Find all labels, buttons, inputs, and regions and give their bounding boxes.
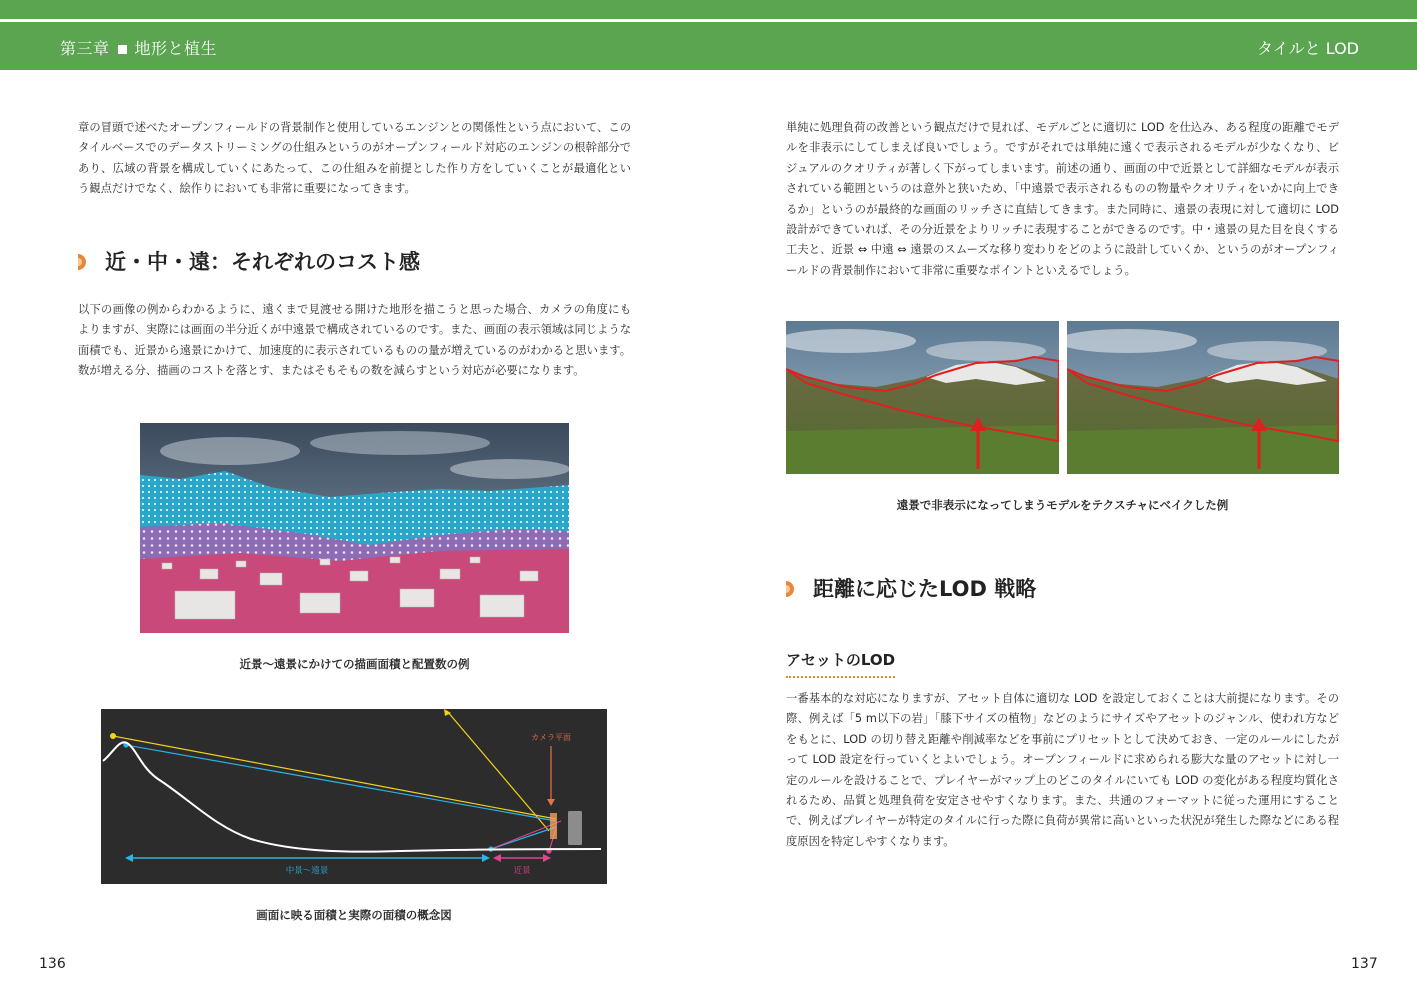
far-point-marker <box>110 733 116 739</box>
camera-icon <box>568 811 582 845</box>
figure2-caption: 画面に映る面積と実際の面積の概念図 <box>256 908 452 922</box>
near-label: 近景 <box>513 866 531 876</box>
right-heading-text: 距離に応じたLOD 戦略 <box>813 577 1037 601</box>
chapter-number: 第三章 <box>60 39 110 58</box>
terrain-density-image <box>140 423 569 633</box>
left-intro-paragraph: 章の冒頭で述べたオープンフィールドの背景制作と使用しているエンジンとの関係性という点において、このタイルベースでのデータストリーミングの仕組みというのがオープンフィールド対応のエンジンの根幹部分であり、広域の背景を構成していくにあたって、この仕組みを前提とした作り方をしていくことが最適化という観点だけでなく、絵作りにおいても非常に重要になってきます。 <box>78 121 631 196</box>
camera-plane-label: カメラ平面 <box>531 733 571 742</box>
right-page-number: 137 <box>1351 956 1378 972</box>
page-header <box>0 0 1417 70</box>
right-paragraph-1: 単純に処理負荷の改善という観点だけで見れば、モデルごとに適切に LOD を仕込み、ある程度の距離でモデルを非表示にしてしまえば良いでしょう。ですがそれでは単純に遠くで表示されるモデルが少なくなり、ビジュアルのクオリティが著しく下がってしまいます。前述の通り、画面の中で近景として詳細なモデルが表示されている範囲というのは意外と狭いため、「中遠景で表示されるものの物量やクオリティをいかに向上できるか」というのが最終的な画面のリッチさに直結してきます。また同時に、遠景の表現に対して適切に LOD 設計ができていれば、その分近景をよりリッチに表現することができるのです。中・遠景の見た目を良くする工夫と、近景 ⇔ 中遠 ⇔ 遠景のスムーズな移り変わりをどのように設計していくか、というのがオープンフィールドの背景制作において非常に重要なポイントといえるでしょう。 <box>786 121 1339 277</box>
square-bullet-icon <box>118 45 127 54</box>
figure1-caption: 近景〜遠景にかけての描画面積と配置数の例 <box>239 657 470 671</box>
header-divider <box>0 19 1417 22</box>
heading-marker-icon <box>786 581 797 597</box>
right-paragraph-2: 一番基本的な対応になりますが、アセット自体に適切な LOD を設定しておくことは大前提になります。その際、例えば「5 m以下の岩」「膝下サイズの植物」などのようにサイズやアセットのジャンル、使われ方などをもとに、LOD の切り替え距離や削減率などを事前にプリセットとして決めておき、一定のルールにしたがって LOD 設定を行っていくとよいでしょう。オープンフィールドに求められる膨大な量のアセットに対し一定のルールを設けることで、プレイヤーがマップ上のどこのタイルにいても LOD の変化がある程度均質化されるため、品質と処理負荷を安定させやすくなります。また、共通のフォーマットに従った運用にすることで、例えばプレイヤーが特定のタイルに行った際に負荷が異常に高いといった状況が発生した際などにある程度原因を特定しやすくなります。 <box>786 692 1339 848</box>
right-figure-caption: 遠景で非表示になってしまうモデルをテクスチャにベイクした例 <box>896 498 1229 512</box>
section-title: タイルと LOD <box>1256 39 1359 58</box>
left-heading-text: 近・中・遠：それぞれのコスト感 <box>105 250 420 274</box>
left-heading <box>78 246 420 276</box>
area-concept-diagram <box>101 709 607 884</box>
left-page-number: 136 <box>39 956 66 972</box>
landscape-photo-right <box>1067 321 1339 474</box>
heading-marker-icon <box>78 254 89 270</box>
landscape-photo-left <box>786 321 1059 474</box>
right-subheading: アセットのLOD <box>786 649 895 678</box>
mid-far-label: 中景〜遠景 <box>285 866 329 876</box>
chapter-label <box>60 36 217 59</box>
chapter-topic: 地形と植生 <box>134 39 218 58</box>
right-heading <box>786 573 1036 603</box>
left-paragraph-2: 以下の画像の例からわかるように、遠くまで見渡せる開けた地形を描こうと思った場合、カメラの角度にもよりますが、実際には画面の半分近くが中遠景で構成されているのです。また、画面の表示領域は同じような面積でも、近景から遠景にかけて、加速度的に表示されているものの量が増えているのがわかると思います。数が増える分、描画のコストを落とす、またはそもそもの数を減らすという対応が必要になります。 <box>78 303 631 378</box>
